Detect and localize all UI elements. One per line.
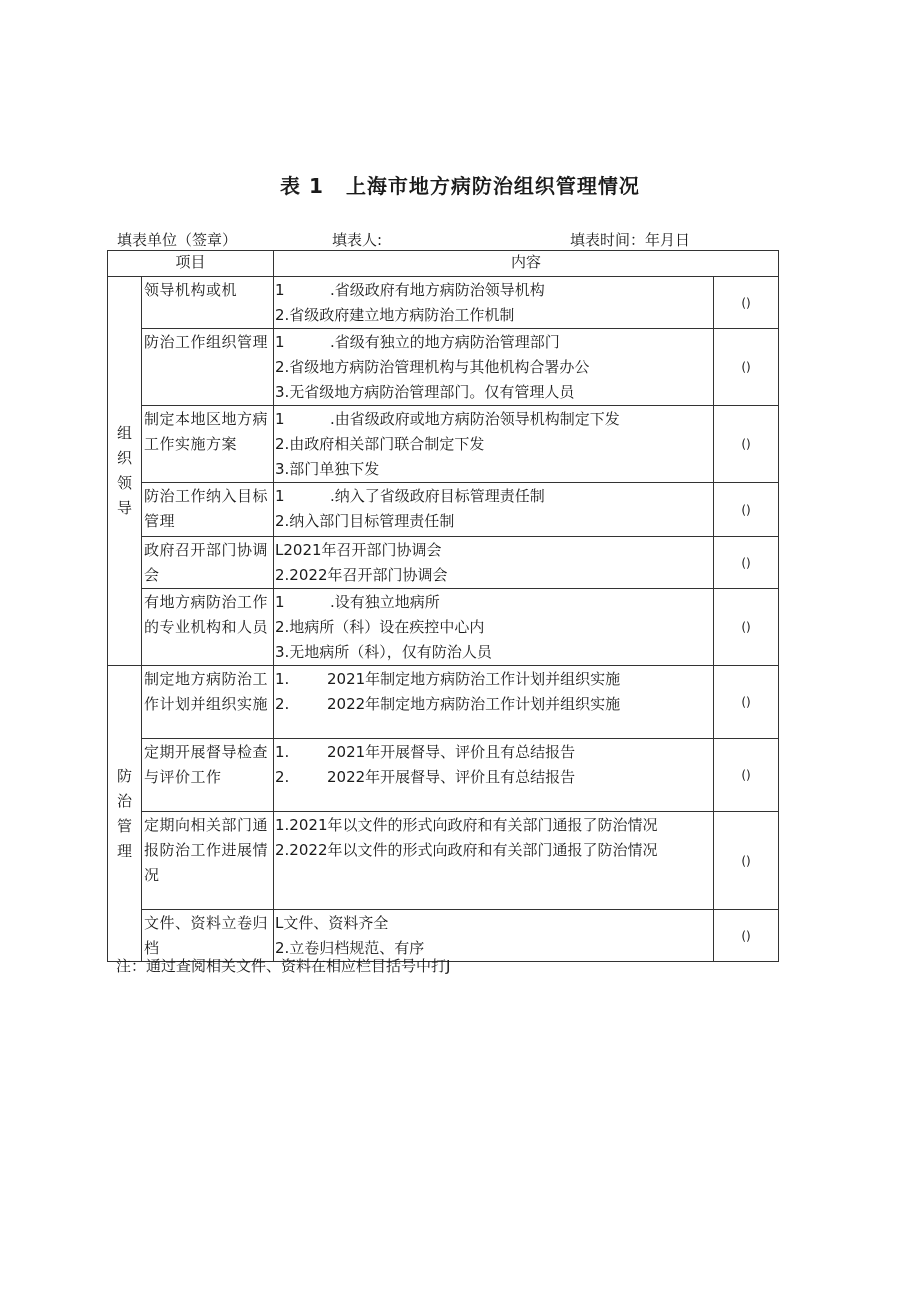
content-cell bbox=[274, 666, 714, 739]
content-line bbox=[275, 692, 711, 717]
table-title-text: 上海市地方病防治组织管理情况 bbox=[345, 174, 640, 198]
content-line bbox=[275, 278, 711, 303]
check-mark-cell[interactable]: () bbox=[714, 812, 779, 910]
line-number: 2. bbox=[275, 768, 290, 786]
line-text: 2022年制定地方病防治工作计划并组织实施 bbox=[327, 695, 621, 713]
content-line bbox=[275, 813, 711, 838]
content-cell bbox=[274, 406, 714, 483]
category-char: 理 bbox=[116, 841, 132, 860]
check-mark-cell[interactable]: () bbox=[714, 589, 779, 666]
item-cell: 防治工作纳入目标管理 bbox=[142, 483, 274, 537]
content-line bbox=[275, 509, 711, 534]
table-row bbox=[108, 812, 779, 910]
category-char: 防 bbox=[116, 766, 132, 785]
table-row bbox=[108, 406, 779, 483]
item-cell: 防治工作组织管理 bbox=[142, 329, 274, 406]
line-number: 2. bbox=[275, 695, 290, 713]
table-note: 注：通过查阅相关文件、资料在相应栏目括号中打J bbox=[116, 957, 451, 975]
management-table bbox=[107, 250, 779, 962]
content-line bbox=[275, 667, 711, 692]
content-cell bbox=[274, 812, 714, 910]
line-text: 2.省级政府建立地方病防治工作机制 bbox=[275, 306, 515, 324]
content-line bbox=[275, 432, 711, 457]
table-row bbox=[108, 277, 779, 329]
line-text: .省级有独立的地方病防治管理部门 bbox=[330, 333, 560, 351]
table-title bbox=[0, 170, 920, 199]
line-text: .省级政府有地方病防治领导机构 bbox=[330, 281, 545, 299]
line-text: 2021年开展督导、评价且有总结报告 bbox=[327, 743, 576, 761]
header-content: 内容 bbox=[274, 251, 779, 277]
table-row bbox=[108, 589, 779, 666]
line-text: 1.2021年以文件的形式向政府和有关部门通报了防治情况 bbox=[275, 816, 658, 834]
header-item: 项目 bbox=[108, 251, 274, 277]
table-header-row bbox=[108, 251, 779, 277]
content-line bbox=[275, 640, 711, 665]
line-text: 2.立卷归档规范、有序 bbox=[275, 939, 425, 957]
check-mark-cell[interactable]: () bbox=[714, 739, 779, 812]
check-mark-cell[interactable]: () bbox=[714, 406, 779, 483]
content-cell bbox=[274, 589, 714, 666]
item-cell: 领导机构或机 bbox=[142, 277, 274, 329]
check-mark-cell[interactable]: () bbox=[714, 537, 779, 589]
content-line bbox=[275, 457, 711, 482]
fill-time-label: 填表时间：年月日 bbox=[570, 231, 691, 249]
content-line bbox=[275, 590, 711, 615]
check-mark-cell[interactable]: () bbox=[714, 329, 779, 406]
line-text: 2022年开展督导、评价且有总结报告 bbox=[327, 768, 576, 786]
item-cell: 有地方病防治工作的专业机构和人员 bbox=[142, 589, 274, 666]
content-cell bbox=[274, 739, 714, 812]
table-row bbox=[108, 666, 779, 739]
content-line bbox=[275, 484, 711, 509]
content-line bbox=[275, 838, 711, 863]
content-line bbox=[275, 563, 711, 588]
line-text: 2.2022年以文件的形式向政府和有关部门通报了防治情况 bbox=[275, 841, 658, 859]
check-mark-cell[interactable]: () bbox=[714, 483, 779, 537]
content-line bbox=[275, 380, 711, 405]
item-cell: 制定地方病防治工作计划并组织实施 bbox=[142, 666, 274, 739]
content-line bbox=[275, 740, 711, 765]
content-line bbox=[275, 538, 711, 563]
fill-unit-label: 填表单位（签章） bbox=[117, 231, 238, 249]
category-cell bbox=[108, 666, 142, 962]
line-text: .设有独立地病所 bbox=[330, 593, 440, 611]
line-number: 1 bbox=[275, 593, 285, 611]
check-mark-cell[interactable]: () bbox=[714, 666, 779, 739]
line-number: 1 bbox=[275, 281, 285, 299]
check-mark-cell[interactable]: () bbox=[714, 277, 779, 329]
category-char: 管 bbox=[116, 816, 132, 835]
line-text: .由省级政府或地方病防治领导机构制定下发 bbox=[330, 410, 620, 428]
line-text: 2.地病所（科）设在疾控中心内 bbox=[275, 618, 485, 636]
line-number: 1. bbox=[275, 743, 290, 761]
content-cell bbox=[274, 329, 714, 406]
table-row bbox=[108, 739, 779, 812]
content-cell bbox=[274, 483, 714, 537]
filler-label: 填表人: bbox=[332, 231, 383, 249]
table-row bbox=[108, 910, 779, 962]
content-line bbox=[275, 407, 711, 432]
table-row bbox=[108, 483, 779, 537]
line-number: 1. bbox=[275, 670, 290, 688]
item-cell: 定期向相关部门通报防治工作进展情况 bbox=[142, 812, 274, 910]
item-cell: 政府召开部门协调会 bbox=[142, 537, 274, 589]
line-text: 3.部门单独下发 bbox=[275, 460, 380, 478]
table-row bbox=[108, 537, 779, 589]
item-cell: 文件、资料立卷归档 bbox=[142, 910, 274, 962]
table-number: 表 1 bbox=[280, 174, 324, 198]
check-mark-cell[interactable]: () bbox=[714, 910, 779, 962]
line-number: 1 bbox=[275, 410, 285, 428]
line-text: .纳入了省级政府目标管理责任制 bbox=[330, 487, 545, 505]
category-cell bbox=[108, 277, 142, 666]
category-char: 组 bbox=[116, 424, 132, 442]
category-char: 导 bbox=[116, 499, 132, 517]
line-text: L2021年召开部门协调会 bbox=[275, 541, 442, 559]
line-text: 2.2022年召开部门协调会 bbox=[275, 566, 448, 584]
item-cell: 定期开展督导检查与评价工作 bbox=[142, 739, 274, 812]
category-char: 治 bbox=[116, 791, 132, 810]
line-text: 3.无省级地方病防治管理部门。仅有管理人员 bbox=[275, 383, 575, 401]
line-text: 2.由政府相关部门联合制定下发 bbox=[275, 435, 485, 453]
line-text: 2021年制定地方病防治工作计划并组织实施 bbox=[327, 670, 621, 688]
content-cell bbox=[274, 537, 714, 589]
category-char: 领 bbox=[116, 474, 132, 492]
content-line bbox=[275, 911, 711, 936]
line-text: 2.省级地方病防治管理机构与其他机构合署办公 bbox=[275, 358, 590, 376]
content-line bbox=[275, 330, 711, 355]
line-text: 3.无地病所（科），仅有防治人员 bbox=[275, 643, 492, 661]
content-cell bbox=[274, 277, 714, 329]
content-line bbox=[275, 355, 711, 380]
content-cell bbox=[274, 910, 714, 962]
content-line bbox=[275, 765, 711, 790]
content-line bbox=[275, 615, 711, 640]
category-char: 织 bbox=[116, 449, 132, 467]
line-text: 2.纳入部门目标管理责任制 bbox=[275, 512, 455, 530]
line-text: L文件、资料齐全 bbox=[275, 914, 389, 932]
line-number: 1 bbox=[275, 487, 285, 505]
line-number: 1 bbox=[275, 333, 285, 351]
item-cell: 制定本地区地方病工作实施方案 bbox=[142, 406, 274, 483]
table-row bbox=[108, 329, 779, 406]
content-line bbox=[275, 303, 711, 328]
